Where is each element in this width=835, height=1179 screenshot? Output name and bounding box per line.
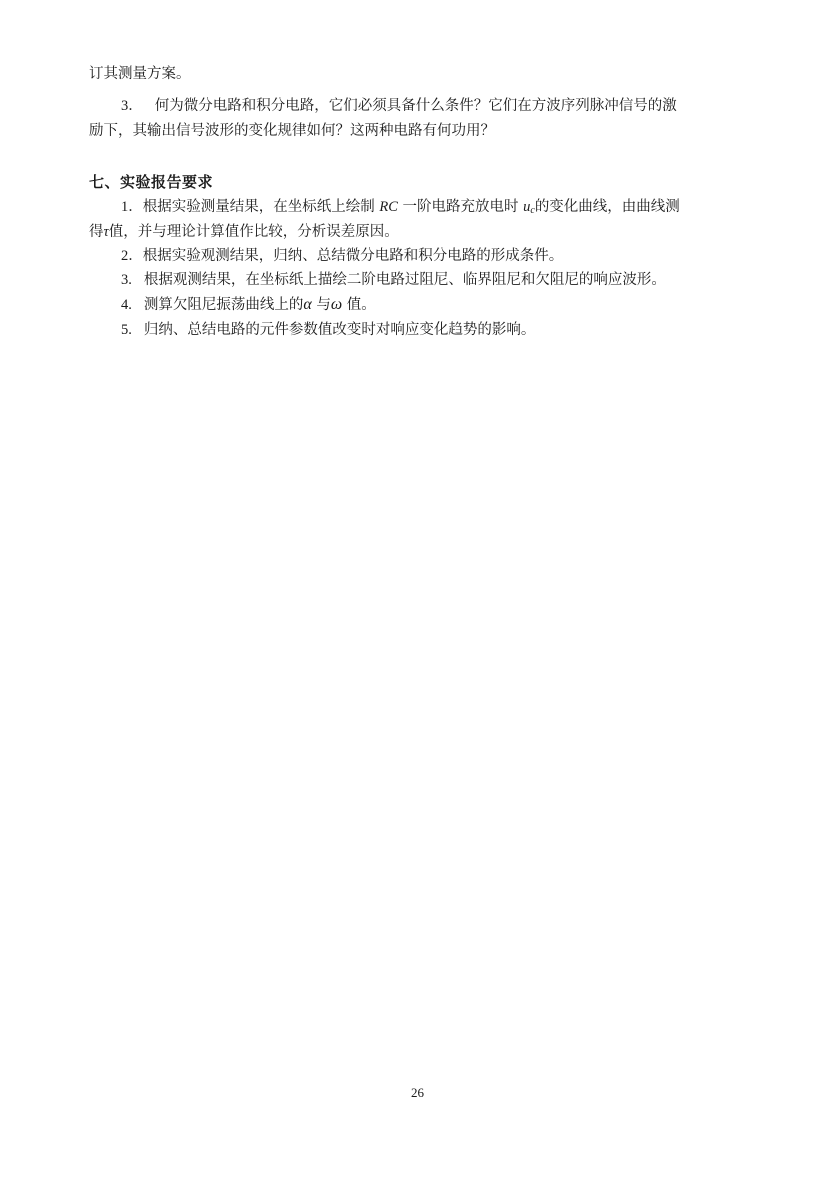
question-3-text-2: 励下，其输出信号波形的变化规律如何？这两种电路有何功用？ [89, 123, 495, 139]
item-1-text-b: 一阶电路充放电时 [402, 199, 519, 215]
item-5-line [121, 320, 535, 340]
item-1-line-2-a: 得 [89, 224, 104, 240]
continuation-line [89, 64, 191, 84]
item-3-text: 根据观测结果，在坐标纸上描绘二阶电路过阻尼、临界阻尼和欠阻尼的响应波形。 [143, 272, 666, 288]
item-1-text-c: 的变化曲线，由曲线测 [534, 199, 680, 215]
item-3-line [121, 270, 666, 290]
item-2-line [121, 246, 563, 266]
math-alpha: α [303, 296, 312, 313]
math-rc: RC [379, 199, 398, 215]
math-u: u [523, 199, 531, 215]
math-tau: τ [103, 224, 109, 240]
continuation-text: 订其测量方案。 [89, 66, 191, 82]
item-4-text-b: 与 [316, 297, 331, 313]
item-1-number: 1． [121, 199, 143, 215]
question-3-text-1: 何为微分电路和积分电路，它们必须具备什么条件？它们在方波序列脉冲信号的激 [154, 98, 677, 114]
item-4-number: 4. [121, 297, 132, 313]
item-1-text-a: 根据实验测量结果，在坐标纸上绘制 [142, 199, 375, 215]
item-2-text: 根据实验观测结果，归纳、总结微分电路和积分电路的形成条件。 [142, 248, 564, 264]
item-1-line-2-b: 值，并与理论计算值作比较，分析误差原因。 [108, 224, 399, 240]
item-4-text-c: 值。 [346, 297, 376, 313]
item-5-number: 5. [121, 322, 132, 338]
item-1-line-1 [121, 197, 680, 217]
question-3-number: 3． [121, 98, 143, 114]
math-omega: ω [330, 296, 343, 313]
math-u-subscript: c [530, 205, 535, 216]
item-5-text: 归纳、总结电路的元件参数值改变时对响应变化趋势的影响。 [143, 322, 536, 338]
item-4-line [121, 295, 376, 315]
section-7-title: 七、实验报告要求 [89, 173, 214, 191]
question-3-line-1 [121, 96, 677, 116]
page-number: 26 [411, 1085, 424, 1100]
question-3-line-2 [89, 121, 495, 141]
section-heading [89, 172, 213, 192]
item-4-text-a: 测算欠阻尼振荡曲线上的 [143, 297, 304, 313]
item-2-number: 2． [121, 248, 143, 264]
item-1-line-2 [89, 222, 399, 242]
item-3-number: 3. [121, 272, 132, 288]
